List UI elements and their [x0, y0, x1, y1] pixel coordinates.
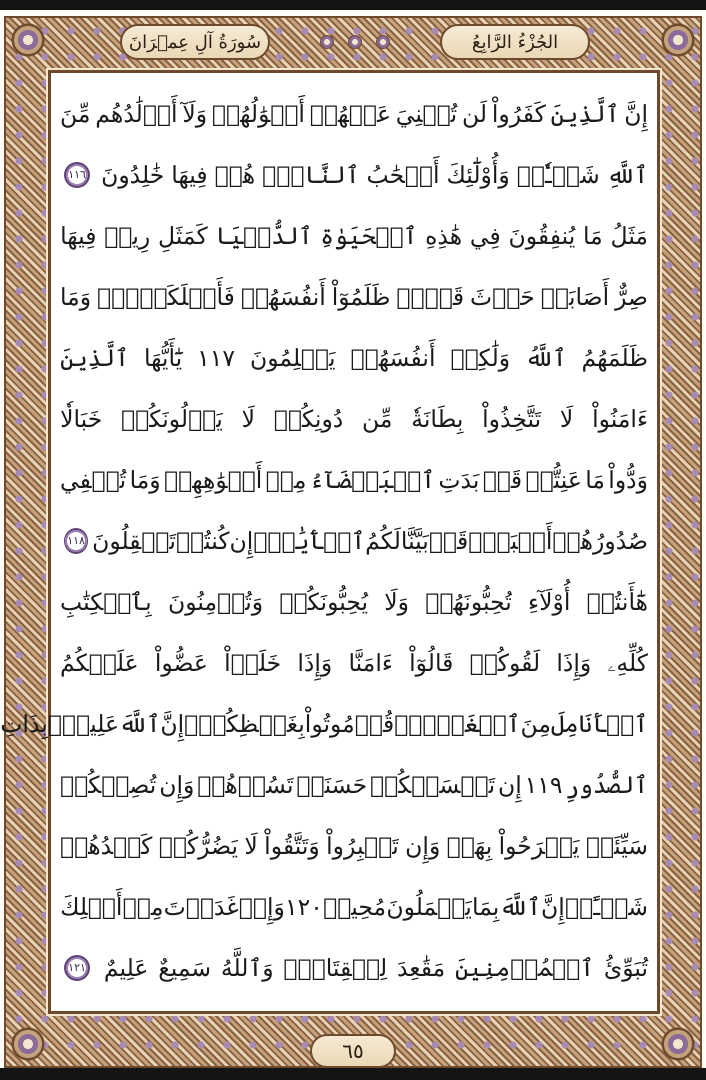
page-number: ٦٥	[342, 1039, 364, 1063]
verse-word: وَإِذۡ	[238, 893, 285, 921]
verse-word: حَرۡثَ	[469, 283, 535, 311]
verse-word: بِٱلۡكِتَٰبِ	[60, 588, 152, 616]
verse-word: مَا	[583, 222, 603, 250]
verse-word: بَيَّنَّا	[400, 527, 429, 555]
verse-word: ءَامَنُواْ	[592, 405, 648, 433]
verse-word: عَنِتُّمۡ	[525, 466, 582, 494]
verse-word: بِطَانَةٗ	[411, 405, 464, 433]
verse-word: وَأُوْلَٰٓئِكَ	[446, 161, 510, 189]
page-number-badge	[310, 1034, 396, 1068]
verse-word: إِن	[229, 527, 254, 555]
verse-line	[60, 452, 648, 508]
verse-word: قَدۡ	[428, 527, 469, 555]
verse-word: عَضُّواْ	[154, 649, 208, 677]
surah-name: سُورَةُ آلِ عِمۡرَانَ	[128, 31, 262, 53]
verse-line	[60, 208, 648, 264]
verse-word: ءَامَنَّا	[348, 649, 393, 677]
verse-word: يَٰٓأَيُّهَا	[143, 344, 183, 372]
verse-word: هَٰٓأَنتُمۡ	[586, 588, 648, 616]
verse-line	[60, 574, 648, 630]
verse-word: وَإِن	[405, 832, 441, 860]
verse-word: ٱللَّهَ	[499, 893, 541, 921]
verse-word: هُمۡ	[214, 161, 256, 189]
surah-name-banner	[120, 24, 270, 60]
verse-word: ٱلنَّارِۖ	[262, 161, 360, 189]
verse-word: ٱلۡمُؤۡمِنِينَ	[454, 954, 595, 982]
verse-word: وَمَا	[129, 466, 161, 494]
verse-word: أَفۡوَٰهِهِمۡ	[164, 466, 263, 494]
verse-line	[60, 391, 648, 447]
verse-word: ٱلۡغَيۡظِۚ	[394, 710, 521, 738]
verse-word: كُنتُمۡ	[175, 527, 230, 555]
verse-word: ١١٧	[197, 344, 236, 372]
verse-word: ٱللَّهِ	[606, 161, 648, 189]
verse-word: ظَلَمَهُمُ	[581, 344, 648, 372]
ayah-number-marker: ١٢١	[64, 955, 90, 981]
verse-word: ٱللَّهَ	[119, 710, 161, 738]
verse-line	[60, 330, 648, 386]
verse-word: ٱلۡبَغۡضَآءُ	[309, 466, 436, 494]
rosette-icon	[320, 35, 334, 49]
verse-word: وَلَٰكِنۡ	[450, 344, 511, 372]
verse-word: تُخۡفِي	[60, 466, 127, 494]
ayah-number-marker: ١١٨	[64, 528, 88, 554]
verse-line	[60, 86, 648, 142]
verse-word: عَلِيمُۢ	[47, 710, 120, 738]
verse-word: دُونِكُمۡ	[273, 405, 344, 433]
verse-word: قَوۡمٖ	[396, 283, 465, 311]
verse-word: تُصِبۡكُمۡ	[60, 771, 157, 799]
verse-word: قَالُوٓاْ	[409, 649, 454, 677]
verse-line	[60, 818, 648, 874]
verse-word: مُحِيطٞ	[323, 893, 387, 921]
verse-word: وَدُّواْ	[608, 466, 648, 494]
verse-word: ١٢٠	[285, 893, 323, 921]
verse-word: مِّن	[362, 405, 393, 433]
verse-word: إِنَّ	[541, 893, 565, 921]
verse-word: شَيۡـًٔاۗ	[565, 893, 648, 921]
verse-word: فِي	[469, 222, 501, 250]
verse-word: كَفَرُواْ	[491, 100, 546, 128]
verse-word: لِلۡقِتَالِۗ	[283, 954, 388, 982]
verse-word: هَٰذِهِ	[425, 222, 463, 250]
verse-word: رِيحٖ	[104, 222, 151, 250]
verse-word: تَتَّخِذُواْ	[482, 405, 542, 433]
verse-word: تَسُؤۡهُمۡ	[197, 771, 294, 799]
corner-rosette-icon	[8, 1024, 48, 1064]
verse-word: ظَلَمُوٓاْ	[331, 283, 391, 311]
verse-word: تُحِبُّونَهُمۡ	[425, 588, 512, 616]
verse-word: ١١٩	[524, 771, 563, 799]
verse-word: تَمۡسَسۡكُمۡ	[370, 771, 496, 799]
verse-word: ٱلَّذِينَ	[60, 344, 129, 372]
verse-word: أُوْلَآءِ	[528, 588, 571, 616]
verse-word: قُلۡ	[354, 710, 395, 738]
header-ornament	[285, 32, 425, 52]
verse-line	[60, 147, 648, 203]
verse-word: مِنۡ	[122, 893, 164, 921]
verse-word: حَسَنَةٞ	[296, 771, 368, 799]
verse-word: سَمِيعٌ	[158, 954, 212, 982]
verse-word: فَأَهۡلَكَتۡهُۚ	[97, 283, 235, 311]
verse-word: عَلَيۡكُمُ	[60, 649, 139, 677]
verse-word: إِن	[497, 771, 522, 799]
verse-word: شَيۡـٔٗاۖ	[516, 161, 600, 189]
verse-word: تُغۡنِيَ	[395, 100, 458, 128]
verse-word: عَلِيمٌ	[103, 954, 149, 982]
verse-word: مَا	[585, 466, 605, 494]
verse-word: وَمَا	[60, 283, 92, 311]
verse-word: بَدَتِ	[438, 466, 480, 494]
verse-word: لَا	[559, 405, 574, 433]
verse-word: يَفۡرَحُواْ	[498, 832, 580, 860]
verse-word: ٱلۡأَنَامِلَ	[550, 710, 648, 738]
verse-word: لَا	[241, 405, 255, 433]
verses-text-area	[0, 86, 648, 1004]
verse-word: يَظۡلِمُونَ	[250, 344, 336, 372]
verse-word: أَصَابَتۡ	[540, 283, 610, 311]
verse-word: يُحِبُّونَكُمۡ	[279, 588, 369, 616]
verse-word: أَوۡلَٰدُهُم	[95, 100, 178, 128]
verse-word: ٱلصُّدُورِ	[565, 771, 648, 799]
verse-word: بِهَاۖ	[446, 832, 493, 860]
juz-name: الجُزْءُ الرَّابِعُ	[471, 31, 559, 53]
verse-word: مَثَلُ	[610, 222, 648, 250]
verse-word: مُوتُواْ	[304, 710, 355, 738]
verse-word: ٱللَّهُ	[525, 344, 567, 372]
ayah-number-marker: ١١٦	[64, 162, 90, 188]
verse-word: مِّنَ	[60, 100, 91, 128]
verse-word: وَلَا	[384, 588, 410, 616]
verse-word: أَكۡبَرُۚ	[468, 527, 553, 555]
verse-word: ٱلۡحَيَوٰةِ	[320, 222, 418, 250]
verse-word: مَقَٰعِدَ	[397, 954, 446, 982]
verse-word: لَا	[244, 832, 258, 860]
verse-word: أَنفُسَهُمۡ	[350, 344, 436, 372]
verse-word: لَكُمُ	[365, 527, 401, 555]
rosette-icon	[376, 35, 390, 49]
verse-word: وَإِذَا	[556, 649, 592, 677]
verse-word: صُدُورُهُمۡ	[552, 527, 648, 555]
verse-word: كَمَثَلِ	[158, 222, 208, 250]
verse-word: فِيهَا	[171, 161, 208, 189]
verse-line	[60, 879, 648, 935]
verse-word: ٱلدُّنۡيَا	[215, 222, 313, 250]
verse-word: بِذَاتِ	[0, 710, 48, 738]
verse-word: كَيۡدُهُمۡ	[60, 832, 153, 860]
verse-word: سَيِّئَةٞ	[585, 832, 648, 860]
verse-line	[0, 696, 648, 752]
verse-word: وَإِذَا	[297, 649, 333, 677]
verse-word: تُبَوِّئُ	[603, 954, 648, 982]
verse-word: أَمۡوَٰلُهُمۡ	[211, 100, 305, 128]
verse-word: بِمَا	[472, 893, 500, 921]
verse-word: عَنۡهُمۡ	[309, 100, 392, 128]
verse-word: صِرٌّ	[615, 283, 648, 311]
verse-word: لَن	[462, 100, 488, 128]
verse-line	[60, 940, 648, 996]
corner-rosette-icon	[8, 20, 48, 60]
verse-word: وَلَآ	[182, 100, 208, 128]
verse-word: أَهۡلِكَ	[60, 893, 123, 921]
corner-rosette-icon	[658, 1024, 698, 1064]
verse-line	[60, 269, 648, 325]
verse-line	[60, 635, 648, 691]
rosette-icon	[348, 35, 362, 49]
verse-word: غَدَوۡتَ	[163, 893, 239, 921]
verse-line	[60, 757, 648, 813]
verse-word: خَلَوۡاْ	[224, 649, 282, 677]
verse-word: أَصۡحَٰبُ	[366, 161, 440, 189]
juz-banner	[440, 24, 590, 60]
corner-rosette-icon	[658, 20, 698, 60]
verse-word: مِنۡ	[265, 466, 307, 494]
verse-word: وَتُؤۡمِنُونَ	[167, 588, 264, 616]
verse-word: بِغَيۡظِكُمۡۗ	[184, 710, 305, 738]
verse-word: كُلِّهِۦ	[607, 649, 648, 677]
verse-word: يَضُرُّكُمۡ	[158, 832, 239, 860]
verse-line	[60, 513, 648, 569]
verse-word: وَتَتَّقُواْ	[264, 832, 320, 860]
verse-word: لَقُوكُمۡ	[469, 649, 541, 677]
verse-word: تَصۡبِرُواْ	[326, 832, 399, 860]
mushaf-page	[0, 10, 706, 1068]
verse-word: إِنَّ	[624, 100, 648, 128]
verse-word: تَعۡقِلُونَ	[92, 527, 176, 555]
verse-word: خَبَالٗا	[60, 405, 103, 433]
verse-word: مِنَ	[520, 710, 551, 738]
verse-word: أَنفُسَهُمۡ	[240, 283, 326, 311]
verse-word: وَإِن	[159, 771, 195, 799]
verse-word: فِيهَا	[60, 222, 97, 250]
verse-word: خَٰلِدُونَ	[101, 161, 165, 189]
verse-word: إِنَّ	[160, 710, 185, 738]
verse-word: يَعۡمَلُونَ	[386, 893, 472, 921]
verse-word: قَدۡ	[482, 466, 523, 494]
verse-word: يَأۡلُونَكُمۡ	[121, 405, 223, 433]
verse-word: وَٱللَّهُ	[220, 954, 274, 982]
verse-word: ٱلَّذِينَ	[550, 100, 620, 128]
verse-word: يُنفِقُونَ	[508, 222, 576, 250]
verse-word: ٱلۡأٓيَٰتِۖ	[253, 527, 366, 555]
